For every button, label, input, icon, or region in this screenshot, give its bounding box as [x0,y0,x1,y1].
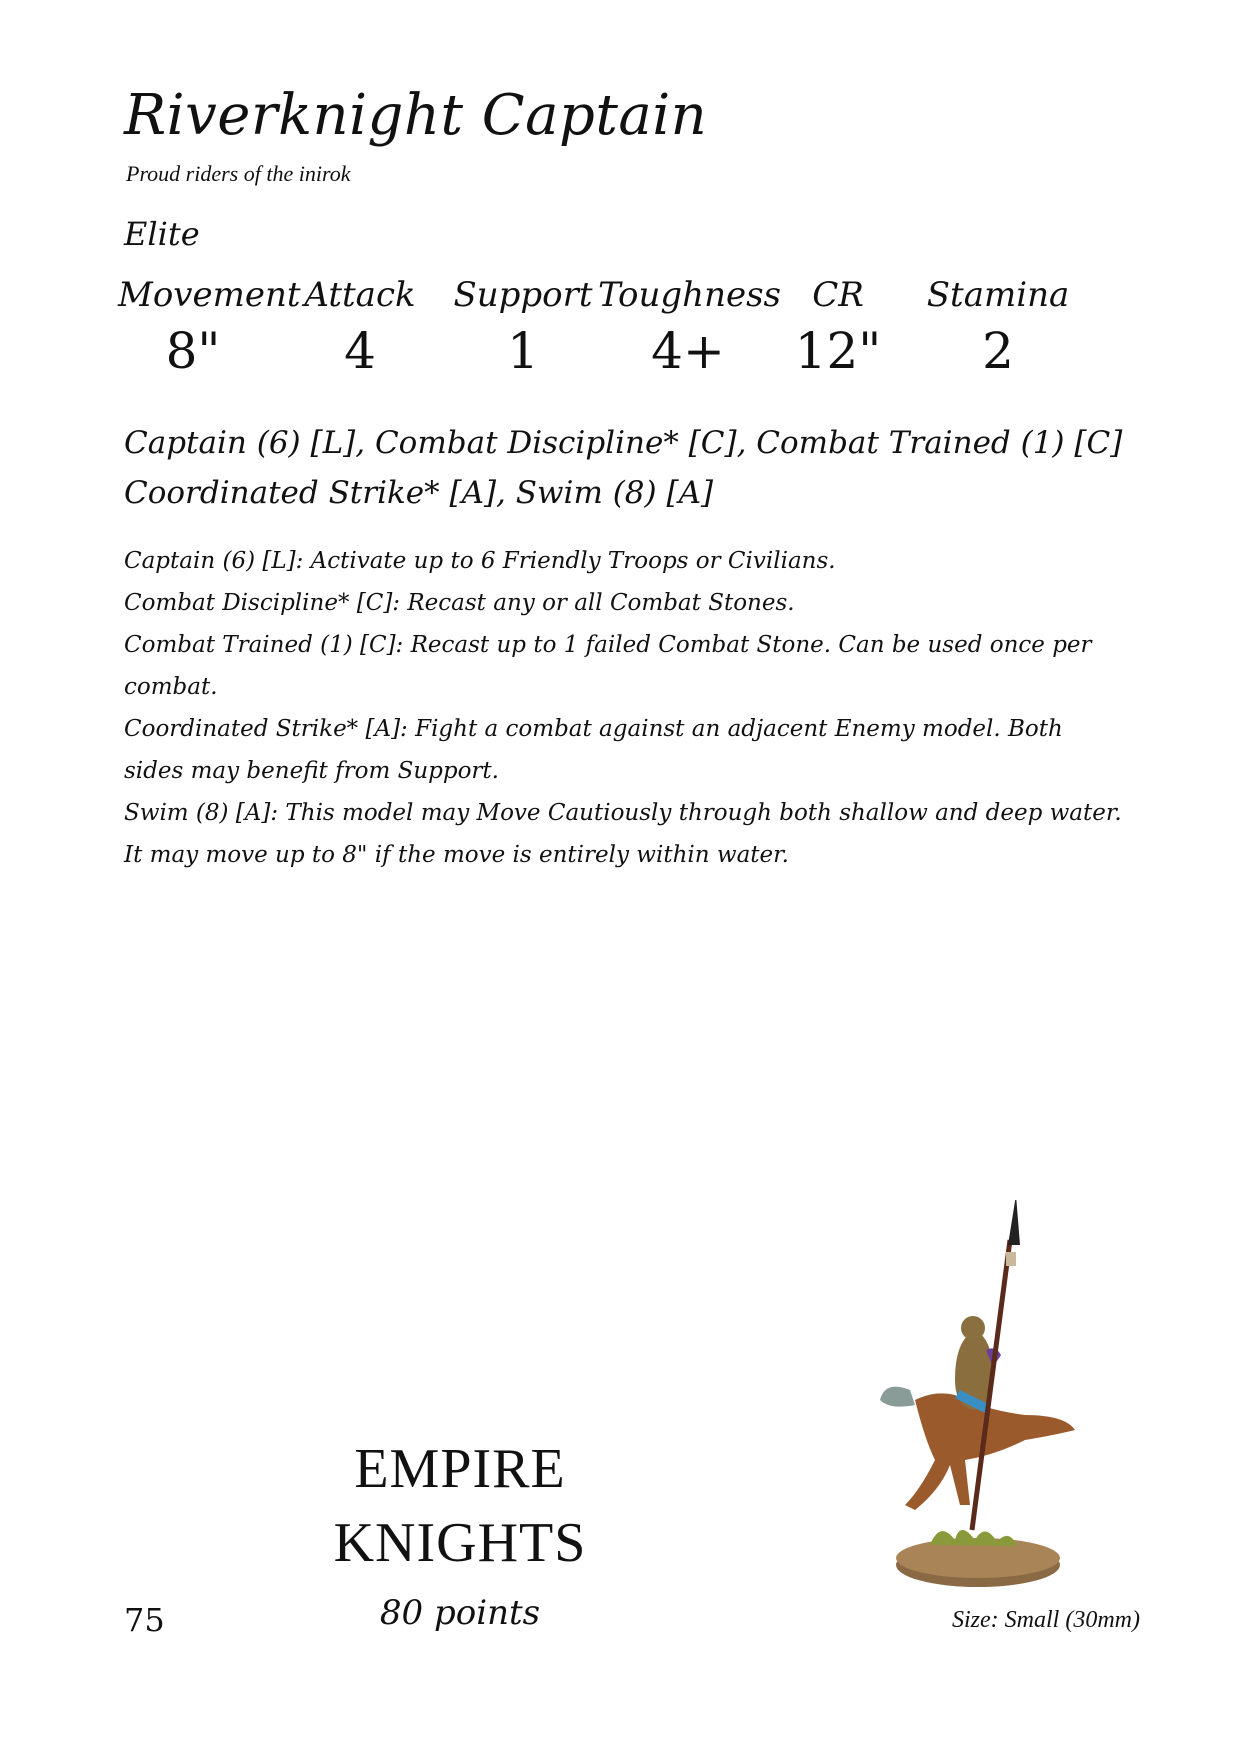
stat-label: CR [812,275,864,315]
stat-line [118,275,1158,388]
stat-label: Support [453,275,593,315]
ability-line: Captain (6) [L], Combat Discipline* [C], Combat Trained (1) [C] [124,425,1123,461]
stat-value: 4 [344,322,376,380]
rule-combat-discipline: Combat Discipline* [C]: Recast any or all Combat Stones. [124,590,795,616]
rules-text [124,540,1124,876]
stat-movement [118,275,301,380]
points-cost: 80 points [379,1593,541,1633]
stat-cr [778,275,898,380]
page-number: 75 [124,1601,165,1639]
stat-label: Movement [118,275,301,315]
stat-toughness [598,275,781,380]
stat-value: 4+ [651,322,725,380]
stat-value: 12" [794,322,882,380]
unit-tagline: Proud riders of the inirok [126,161,351,186]
stat-value: 1 [507,322,539,380]
unit-name: Riverknight Captain [124,83,708,148]
rule-swim: Swim (8) [A]: This model may Move Cautiously through both shallow and deep water. It may move up to 8" if the move is entirely within water. [124,800,1122,868]
stat-label: Toughness [598,275,781,315]
rule-combat-trained: Combat Trained (1) [C]: Recast up to 1 failed Combat Stone. Can be used once per combat. [124,632,1092,700]
ability-list [124,418,1124,518]
stat-value: 8" [165,322,221,380]
faction-name [280,1432,640,1580]
base-size: Size: Small (30mm) [952,1607,1140,1633]
unit-rank: Elite [124,215,200,253]
stat-value: 2 [982,322,1014,380]
faction-line: EMPIRE [354,1438,566,1500]
miniature-image [860,1200,1100,1600]
ability-line: Coordinated Strike* [A], Swim (8) [A] [124,475,714,511]
stat-support [443,275,603,380]
stat-attack [300,275,420,380]
stat-label: Stamina [926,275,1070,315]
stat-stamina [918,275,1078,380]
rule-captain: Captain (6) [L]: Activate up to 6 Friendly Troops or Civilians. [124,548,836,574]
faction-line: KNIGHTS [333,1512,587,1574]
rule-coordinated-strike: Coordinated Strike* [A]: Fight a combat against an adjacent Enemy model. Both sides may benefit from Support. [124,716,1063,784]
stat-label: Attack [304,275,416,315]
